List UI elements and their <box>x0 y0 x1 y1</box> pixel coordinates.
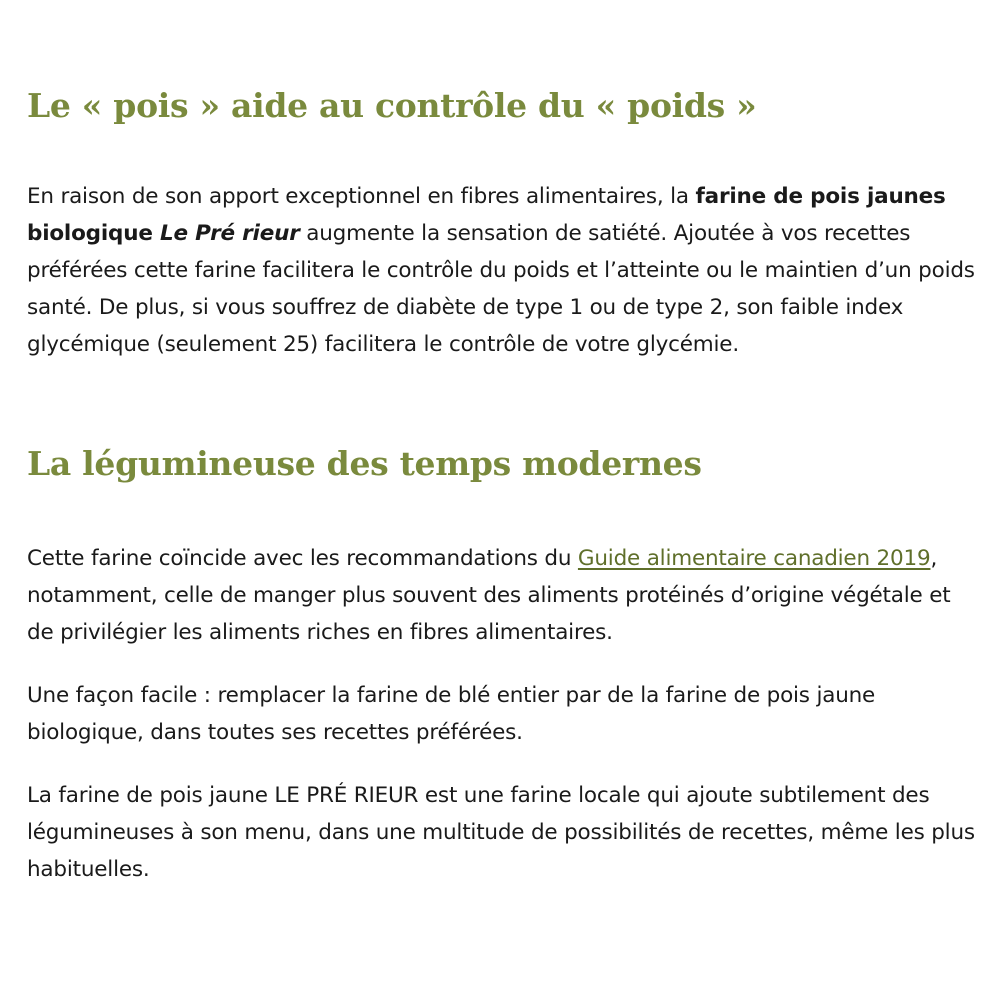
section-heading-legumineuse: La légumineuse des temps modernes <box>27 444 702 483</box>
para-text: En raison de son apport exceptionnel en fibres alimentaires, la <box>27 184 696 209</box>
guide-alimentaire-link[interactable]: Guide alimentaire canadien 2019 <box>577 546 931 571</box>
article-content <box>27 84 977 888</box>
para-bold-text: farine de pois jaunes biologique Le Pré rieur <box>27 184 946 246</box>
section-paragraph-facile: Une façon facile : remplacer la farine de blé entier par de la farine de pois jaune biologique, dans toutes ses recettes préférées. <box>27 683 876 745</box>
section-heading-pois: Le « pois » aide au contrôle du « poids » <box>27 86 757 125</box>
para-text: Cette farine coïncide avec les recommandations du <box>27 546 578 571</box>
section-paragraph-local: La farine de pois jaune LE PRÉ RIEUR est une farine locale qui ajoute subtilement des légumineuses à son menu, dans une multitude de possibilités de recettes, même les plus habituelles. <box>27 783 975 882</box>
section-paragraph-pois <box>27 178 977 363</box>
para-text: augmente la sensation de satiété. Ajoutée à vos recettes préférées cette farine facilitera le contrôle du poids et l’atteinte ou le maintien d’un poids santé. De plus, si vous souffrez de diabète de type 1 ou de type 2, son faible index glycémique (seulement 25) facilitera le contrôle de votre glycémie. <box>27 221 975 357</box>
brand-name: Le Pré rieur <box>160 221 300 246</box>
section-paragraph-guide <box>27 540 977 651</box>
para-text: , notamment, celle de manger plus souvent des aliments protéinés d’origine végétale et de privilégier les aliments riches en fibres alimentaires. <box>27 546 951 645</box>
